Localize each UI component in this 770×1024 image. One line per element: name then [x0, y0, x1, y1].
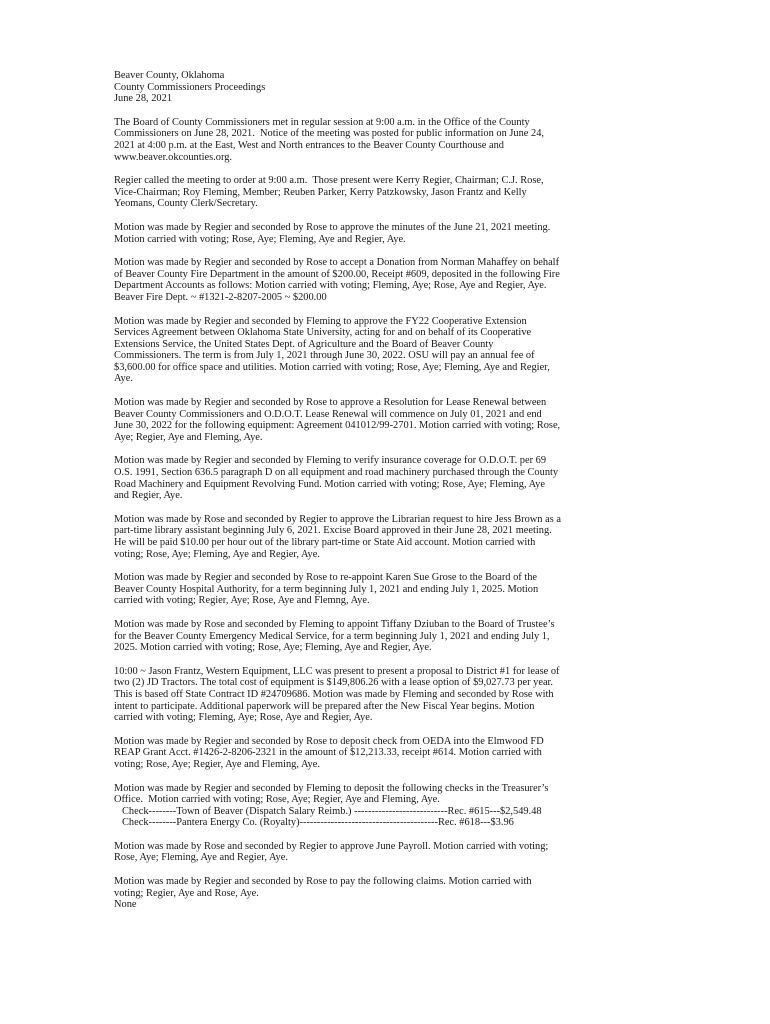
paragraph-line: intent to participate. Additional paperwork will be prepared after the New Fiscal Year begins. Motion	[114, 700, 535, 712]
paragraph-line: O.S. 1991, Section 636.5 paragraph D on all equipment and road machinery purchased through the County	[114, 467, 559, 479]
paragraph-line: Motion was made by Regier and seconded by Fleming to verify insurance coverage for O.D.O.T. per 69	[114, 455, 547, 467]
paragraph-line: Beaver County Hospital Authority, for a term beginning July 1, 2021 and ending July 1, 2025. Motion	[114, 583, 539, 595]
paragraph-line: Office. Motion carried with voting; Rose, Aye; Regier, Aye and Fleming, Aye.	[114, 794, 440, 806]
paragraph-line: Motion was made by Regier and seconded by Fleming to approve the FY22 Cooperative Extension	[114, 315, 527, 327]
paragraph-line: Motion was made by Regier and seconded by Rose to approve the minutes of the June 21, 2021 meeting.	[114, 221, 551, 233]
paragraph-line: Rose, Aye; Fleming, Aye and Regier, Aye.	[114, 852, 288, 864]
minutes-paragraph	[114, 117, 660, 163]
paragraph-line: 10:00 ~ Jason Frantz, Western Equipment, LLC was present to present a proposal to District #1 for lease of	[114, 665, 560, 677]
minutes-body	[114, 117, 660, 911]
document-title: County Commissioners Proceedings	[114, 81, 266, 93]
paragraph-line: Motion was made by Regier and seconded by Rose to approve a Resolution for Lease Renewal between	[114, 397, 547, 409]
paragraph-line: This is based off State Contract ID #24709686. Motion was made by Fleming and seconded by Rose with	[114, 688, 554, 700]
check-entry: Check--------Town of Beaver (Dispatch Salary Reimb.) ---------------------------Rec. #615---$2,549.48	[122, 805, 542, 817]
paragraph-line: Motion was made by Rose and seconded by Regier to approve June Payroll. Motion carried with voting;	[114, 840, 549, 852]
minutes-paragraph	[114, 876, 660, 911]
minutes-paragraph	[114, 397, 660, 443]
paragraph-line: Department Accounts as follows: Motion carried with voting; Fleming, Aye; Rose, Aye and Regier, Aye.	[114, 280, 547, 292]
paragraph-line: Commissioners. The term is from July 1, 2021 through June 30, 2022. OSU will pay an annual fee of	[114, 350, 535, 362]
paragraph-line: two (2) JD Tractors. The total cost of equipment is $149,806.26 with a lease option of $9,027.73 per year.	[114, 677, 554, 689]
paragraph-line: Motion was made by Regier and seconded by Fleming to deposit the following checks in the Treasurer’s	[114, 782, 549, 794]
paragraph-line: Vice-Chairman; Roy Fleming, Member; Reuben Parker, Kerry Patzkowsky, Jason Frantz and Kelly	[114, 186, 527, 198]
paragraph-line: Motion was made by Regier and seconded by Rose to re-appoint Karen Sue Grose to the Board of the	[114, 572, 538, 584]
minutes-paragraph	[114, 783, 660, 829]
minutes-paragraph	[114, 175, 660, 210]
minutes-paragraph	[114, 619, 660, 654]
paragraph-line: carried with voting; Fleming, Aye; Rose, Aye and Regier, Aye.	[114, 712, 373, 724]
paragraph-line: He will be paid $10.00 per hour out of the library part-time or State Aid account. Motion carried with	[114, 537, 536, 548]
minutes-paragraph	[114, 572, 660, 607]
minutes-paragraph	[114, 455, 660, 501]
paragraph-line: Motion was made by Regier and seconded by Rose to deposit check from OEDA into the Elmwood FD	[114, 735, 544, 747]
paragraph-line: www.beaver.okcounties.org.	[114, 151, 233, 163]
paragraph-line: Motion was made by Rose and seconded by Regier to approve the Librarian request to hire Jess Brown as a	[114, 513, 561, 525]
paragraph-line: of Beaver County Fire Department in the amount of $200.00, Receipt #609, deposited in the following Fire	[114, 268, 560, 280]
paragraph-line: for the Beaver County Emergency Medical Service, for a term beginning July 1, 2021 and ending July 1,	[114, 630, 550, 642]
minutes-paragraph	[114, 514, 660, 560]
paragraph-line: Motion was made by Regier and seconded by Rose to accept a Donation from Norman Mahaffey on behalf	[114, 257, 560, 269]
paragraph-line: 2025. Motion carried with voting; Rose, Aye; Fleming, Aye and Regier, Aye.	[114, 642, 432, 654]
minutes-paragraph	[114, 257, 660, 303]
paragraph-line: 2021 at 4:00 p.m. at the East, West and North entrances to the Beaver County Courthouse and	[114, 139, 504, 151]
document-header	[114, 70, 660, 105]
document-date: June 28, 2021	[114, 93, 173, 105]
paragraph-line: REAP Grant Acct. #1426-2-8206-2321 in the amount of $12,213.33, receipt #614. Motion carried with	[114, 747, 542, 759]
paragraph-line: June 30, 2022 for the following equipment: Agreement 041012/99-2701. Motion carried with voting; Rose,	[114, 420, 561, 432]
county-name: Beaver County, Oklahoma	[114, 70, 225, 81]
minutes-paragraph	[114, 316, 660, 386]
paragraph-line: voting; Rose, Aye; Fleming, Aye and Regier, Aye.	[114, 548, 320, 560]
paragraph-line: and Regier, Aye.	[114, 490, 183, 502]
minutes-paragraph	[114, 736, 660, 771]
paragraph-line: voting; Regier, Aye and Rose, Aye.	[114, 887, 259, 899]
paragraph-line: Motion carried with voting; Rose, Aye; Fleming, Aye and Regier, Aye.	[114, 233, 406, 245]
paragraph-line: Beaver County Commissioners and O.D.O.T. Lease Renewal will commence on July 01, 2021 and end	[114, 408, 542, 420]
paragraph-line: Motion was made by Rose and seconded by Fleming to appoint Tiffany Dziuban to the Board of Trustee’s	[114, 618, 555, 630]
proceedings-text	[114, 70, 660, 923]
paragraph-line: Aye.	[114, 373, 133, 385]
paragraph-line: Regier called the meeting to order at 9:00 a.m. Those present were Kerry Regier, Chairman; C.J. Rose,	[114, 175, 544, 187]
paragraph-line: Motion was made by Regier and seconded by Rose to pay the following claims. Motion carried with	[114, 876, 532, 888]
paragraph-line: Commissioners on June 28, 2021. Notice of the meeting was posted for public information on June 24,	[114, 128, 544, 140]
paragraph-line: Road Machinery and Equipment Revolving Fund. Motion carried with voting; Rose, Aye; Fleming, Aye	[114, 478, 545, 490]
check-entry: Check--------Pantera Energy Co. (Royalty)----------------------------------------Rec. #618---$3.96	[122, 817, 514, 829]
minutes-paragraph	[114, 222, 660, 245]
paragraph-line: voting; Rose, Aye; Regier, Aye and Fleming, Aye.	[114, 758, 320, 770]
paragraph-line: Services Agreement between Oklahoma State University, acting for and on behalf of its Cooperative	[114, 327, 532, 339]
paragraph-line: Aye; Regier, Aye and Fleming, Aye.	[114, 431, 263, 443]
minutes-paragraph	[114, 666, 660, 724]
paragraph-line: Extensions Service, the United States Dept. of Agriculture and the Board of Beaver County	[114, 338, 494, 350]
minutes-paragraph	[114, 841, 660, 864]
paragraph-line: Beaver Fire Dept. ~ #1321-2-8207-2005 ~ $200.00	[114, 291, 327, 303]
paragraph-line: None	[114, 899, 137, 911]
paragraph-line: part-time library assistant beginning July 6, 2021. Excise Board approved in their June 28, 2021 meeting.	[114, 525, 552, 537]
paragraph-line: $3,600.00 for office space and utilities. Motion carried with voting; Rose, Aye; Fleming, Aye and Regier,	[114, 361, 550, 373]
paragraph-line: Yeomans, County Clerk/Secretary.	[114, 198, 258, 210]
paragraph-line: The Board of County Commissioners met in regular session at 9:00 a.m. in the Office of the County	[114, 116, 530, 128]
paragraph-line: carried with voting; Regier, Aye; Rose, Aye and Flemng, Aye.	[114, 595, 370, 607]
